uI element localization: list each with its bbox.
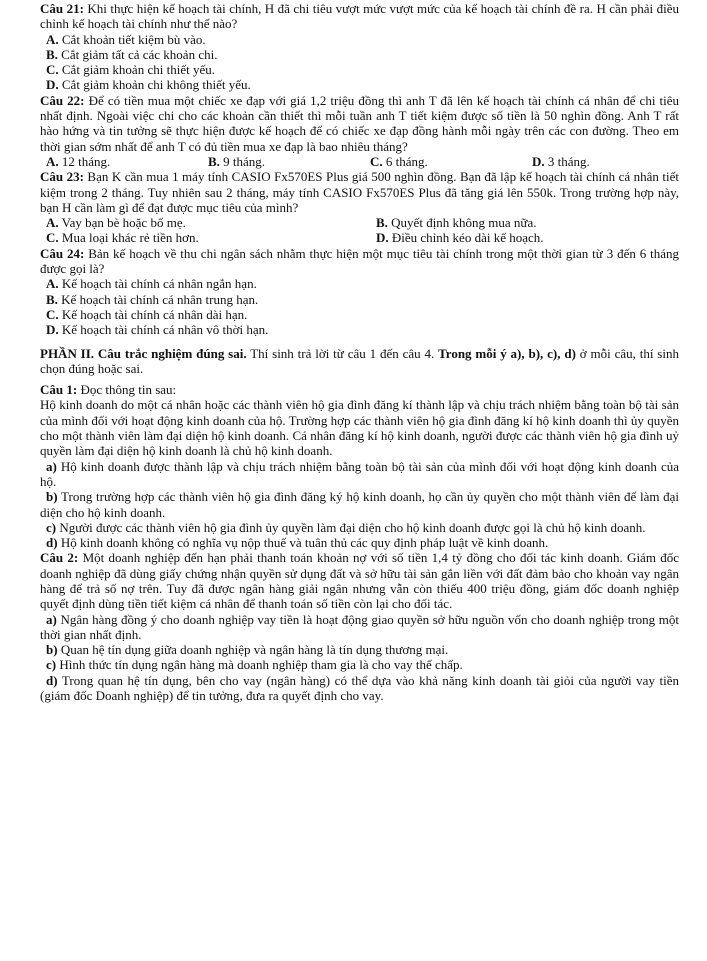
options-row [40,154,679,169]
option: A. Kế hoạch tài chính cá nhân ngắn hạn. [46,276,257,292]
question-label: Câu 2: [40,550,79,566]
question-text: Khi thực hiện kế hoạch tài chính, H đã chi tiêu vượt mức vượt mức của kế hoạch tài chính đề ra. H cần phải điều chỉnh kế hoạch tài chính như thế nào? [40,1,679,32]
statement: b) Quan hệ tín dụng giữa doanh nghiệp và ngân hàng là tín dụng thương mại. [46,642,449,658]
option: C. 6 tháng. [370,153,428,169]
option: B. 9 tháng. [208,153,266,169]
statement: d) Hộ kinh doanh không có nghĩa vụ nộp thuế và tuân thủ các quy định pháp luật về kinh doanh. [46,535,549,551]
option: B. Quyết định không mua nữa. [376,215,537,231]
option: A. Vay bạn bè hoặc bố mẹ. [46,215,186,231]
question-label: Câu 1: [40,382,78,398]
option: D. Cắt giảm khoản chi không thiết yếu. [46,77,251,93]
question-text: Để có tiền mua một chiếc xe đạp với giá 1,2 triệu đồng thì anh T đã lên kế hoạch tài chính cá nhân để chi tiêu nhất định. Ngoài việc chi cho các khoản cần thiết thì mỗi tuần anh T tiết kiệm được số tiền là 50 nghìn đồng. Anh T rất hào hứng và tin tưởng sẽ thực hiện được kế hoạch để có chiếc xe đạp đồng hành mỗi ngày trên các con đường. Theo em thời gian sớm nhất để anh T có đủ tiền mua xe đạp là bao nhiêu tháng? [40,92,679,154]
option: D. 3 tháng. [532,153,590,169]
statement: a) Ngân hàng đồng ý cho doanh nghiệp vay tiền là hoạt động giao quyền sở hữu nguồn vốn cho doanh nghiệp trong một thời gian nhất định. [40,611,679,642]
option: C. Mua loại khác rẻ tiền hơn. [46,230,199,246]
option: D. Kế hoạch tài chính cá nhân vô thời hạn. [46,322,269,338]
passage: Hộ kinh doanh do một cá nhân hoặc các thành viên hộ gia đình đăng kí thành lập và chịu trách nhiệm bằng toàn bộ tài sản của mình đối với hoạt động kinh doanh của hộ. Trường hợp các thành viên hộ gia đình đăng kí hộ kinh doanh thì ủy quyền cho một thành viên làm đại diện hộ kinh doanh. Cá nhân đăng kí hộ kinh doanh, người được các thành viên hộ gia đình uỷ quyền làm đại diện hộ kinh doanh là chủ hộ kinh doanh. [40,397,679,459]
statement: d) Trong quan hệ tín dụng, bên cho vay (ngân hàng) có thể dựa vào khả năng kinh doanh tài giỏi của người vay tiền (giám đốc Doanh nghiệp) để tin tưởng, đưa ra quyết định cho vay. [40,672,679,704]
question-22 [40,93,679,154]
question-text: Bạn K cần mua 1 máy tính CASIO Fx570ES Plus giá 500 nghìn đồng. Bạn đã lập kế hoạch tài chính cá nhân tiết kiệm trong 2 tháng. Tuy nhiên sau 2 tháng, máy tính CASIO Fx570ES Plus đã tăng giá lên 550k. Trong trường hợp này, bạn H cần làm gì để đạt được mục tiêu của mình? [40,169,680,215]
question-text: Bản kế hoạch về thu chi ngân sách nhằm thực hiện một mục tiêu tài chính trong một thời gian từ 3 đến 6 tháng được gọi là? [40,245,679,277]
part-title: PHẦN II. Câu trắc nghiệm đúng sai. [40,345,247,361]
option: A. Cắt khoản tiết kiệm bù vào. [46,31,206,47]
option: A. 12 tháng. [46,153,111,169]
options-row [40,215,679,246]
question-label: Câu 24: [40,245,85,261]
statement: b) Trong trường hợp các thành viên hộ gia đình đăng ký hộ kinh doanh, họ cần ủy quyền cho một thành viên để làm đại diện cho hộ kinh doanh. [40,489,680,520]
option: D. Điều chỉnh kéo dài kế hoạch. [376,230,544,246]
statement: c) Hình thức tín dụng ngân hàng mà doanh nghiệp tham gia là cho vay thế chấp. [46,657,463,673]
question-23 [40,169,679,215]
option: C. Cắt giảm khoản chi thiết yếu. [46,62,215,78]
question-label: Câu 21: [40,1,84,16]
statement: a) Hộ kinh doanh được thành lập và chịu trách nhiệm bằng toàn bộ tài sản của mình đối với hoạt động kinh doanh của hộ. [40,458,679,489]
question-label: Câu 22: [40,92,85,108]
tf-question-2: Câu 2: Một doanh nghiệp đến hạn phải thanh toán khoản nợ với số tiền 1,4 tỷ đồng cho đối tác kinh doanh. Giám đốc doanh nghiệp đã dùng giấy chứng nhận quyền sử dụng đất và sở hữu tài sản gắn liền với đất đảm bảo cho khoản vay ngân hàng để trả số nợ trên. Tuy đã được ngân hàng giải ngân nhưng vẫn còn thiếu 400 triệu đồng, giám đốc doanh nghiệp quyết định dùng tiền tiết kiệm cá nhân để thanh toán số tiền còn lại cho đối tác. [40,550,680,612]
tf-question-1: Câu 1: Đọc thông tin sau: [40,382,177,398]
part-2-heading: PHẦN II. Câu trắc nghiệm đúng sai. Thí sinh trả lời từ câu 1 đến câu 4. Trong mỗi ý a), b), c), d) ở mỗi câu, thí sinh chọn đúng hoặc sai. [40,345,679,376]
option: B. Kế hoạch tài chính cá nhân trung hạn. [46,291,259,307]
question-21 [40,1,679,32]
question-24 [40,246,679,277]
option: C. Kế hoạch tài chính cá nhân dài hạn. [46,306,248,322]
option: B. Cắt giảm tất cả các khoản chi. [46,46,218,62]
statement: c) Người được các thành viên hộ gia đình ủy quyền làm đại diện cho hộ kinh doanh được gọi là chủ hộ kinh doanh. [46,519,646,535]
question-label: Câu 23: [40,169,84,185]
